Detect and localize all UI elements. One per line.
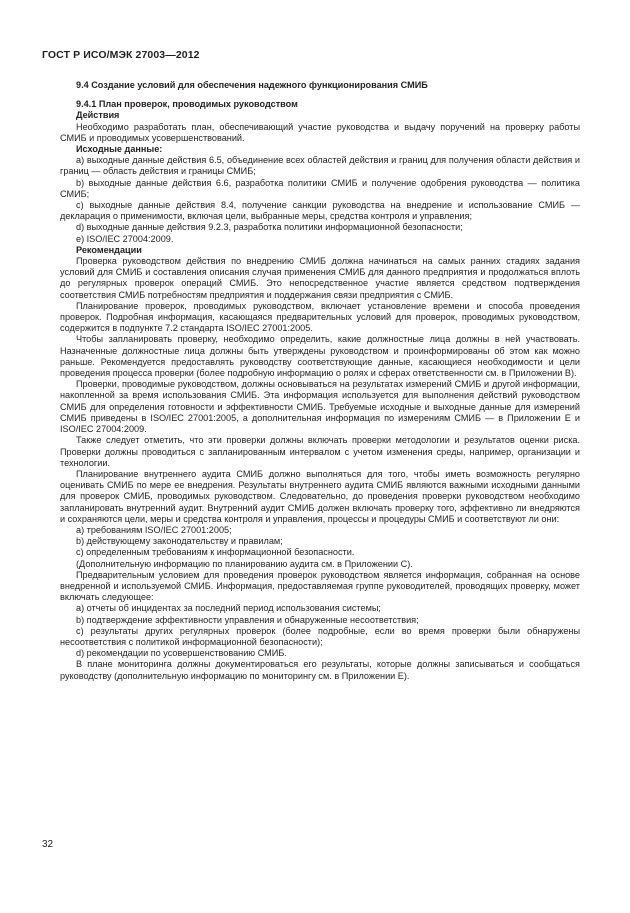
paragraph: Предварительным условием для проведения проверок руководством является информация, собранная на основе внедренной и используемой СМИБ. Информация, предоставляемая группе руководителей, проводящих проверку, может включать следующее: [60,569,580,603]
paragraph: В плане мониторинга должны документироваться его результаты, которые должны записываться и сообщаться руководству (дополнительную информацию по мониторингу см. в Приложении Е). [60,659,580,681]
paragraph: Также следует отметить, что эти проверки должны включать проверки методологии и результатов оценки риска. Проверки должны проводиться с запланированным интервалом с учетом изменения среды, например, организации и технологии. [60,435,580,468]
audit-list-item: c) определенным требованиям к информационной безопасности. [76,547,355,558]
input-item: b) выходные данные действия 6.6, разработка политики СМИБ и получение одобрения руководства — политика СМИБ; [60,177,580,199]
inputs-label: Исходные данные: [76,144,163,155]
review-list-item: d) рекомендации по усовершенствованию СМИБ. [76,648,287,659]
actions-label: Действия [76,110,120,121]
input-item: e) ISO/IEC 27004:2009. [76,233,174,244]
input-item: d) выходные данные действия 9.2.3, разработка политики информационной безопасности; [76,222,463,233]
review-list-item: c) результаты других регулярных проверок (более подробные, если во время проверки были обнаружены несоответствия с политикой информационной безопасности); [60,625,580,647]
paragraph: Планирование проверок, проводимых руководством, включает установление времени и способа проведения проверок. Подробная информация, касающаяся предварительных условий для проверок, проводимых руководством, содержится в подпункте 7.2 стандарта ISO/IEC 27001:2005. [60,300,580,334]
subsection-title: 9.4.1 План проверок, проводимых руководством [76,99,298,110]
page-number: 32 [42,839,54,850]
actions-text: Необходимо разработать план, обеспечивающий участие руководства и выдачу поручений на проверку работы СМИБ и проводимых усовершенствований. [60,121,580,143]
input-item: a) выходные данные действия 6.5, объединение всех областей действия и границ для получения области действия и границ — область действия и границы СМИБ; [60,155,580,177]
audit-list-item: a) требованиям ISO/IEC 27001:2005; [76,524,232,535]
review-list-item: a) отчеты об инцидентах за последний период использования системы; [76,603,381,614]
audit-list-item: b) действующему законодательству и правилам; [76,536,283,547]
audit-list-item: (Дополнительную информацию по планированию аудита см. в Приложении С). [76,558,413,569]
document-header: ГОСТ Р ИСО/МЭК 27003—2012 [42,49,200,61]
review-list-item: b) подтверждение эффективности управления и обнаруженные несоответствия; [76,614,419,625]
paragraph: Чтобы запланировать проверку, необходимо определить, какие должностные лица должны в ней участвовать. Назначенные должностные лица должны быть утверждены руководством и проинформированы об этом как можно раньше. Рекомендуется предоставлять руководству соответствующие данные, касающиеся необходимости и цели проведения процесса проверки (более подробную информацию о ролях и сферах ответственности см. в Приложении В). [60,334,580,379]
input-item: c) выходные данные действия 8.4, получение санкции руководства на внедрение и использование СМИБ — декларация о применимости, включая цели, выбранные меры, средства контроля и управления; [60,200,580,222]
paragraph: Проверки, проводимые руководством, должны основываться на результатах измерений СМИБ и другой информации, накопленной за время использования СМИБ. Эта информация используется для выполнения действий руководством СМИБ для определения готовности и эффективности СМИБ. Требуемые исходные и выходные данные для измерений СМИБ приведены в ISO/IEC 27001:2005, а дополнительная информация по измерениям СМИБ — в Приложении Е и ISO/IEC 27004:2009. [60,379,580,435]
paragraph: Проверка руководством действия по внедрению СМИБ должна начинаться на самых ранних стадиях задания условий для СМИБ и составления описания случая применения СМИБ для данного предприятия и продолжаться вплоть до регулярных проверок операций СМИБ. Это непосредственное участие является средством подтверждения соответствия СМИБ потребностям предприятия и поддержания связи предприятия с СМИБ. [60,256,580,300]
page-content [60,80,580,682]
recommendations-label: Рекомендации [76,244,142,255]
paragraph: Планирование внутреннего аудита СМИБ должно выполняться для того, чтобы иметь возможность регулярно оценивать СМИБ по мере ее внедрения. Результаты внутреннего аудита СМИБ являются важными исходными данными для проверок СМИБ, проводимых руководством. Следовательно, до проведения проверки руководством необходимо запланировать внутренний аудит. Внутренний аудит СМИБ должен включать проверку того, эффективно ли внедряются и сохраняются цели, меры и средства контроля и управления, процессы и процедуры СМИБ и соответствуют ли они: [60,468,580,524]
section-title: 9.4 Создание условий для обеспечения надежного функционирования СМИБ [76,80,428,90]
